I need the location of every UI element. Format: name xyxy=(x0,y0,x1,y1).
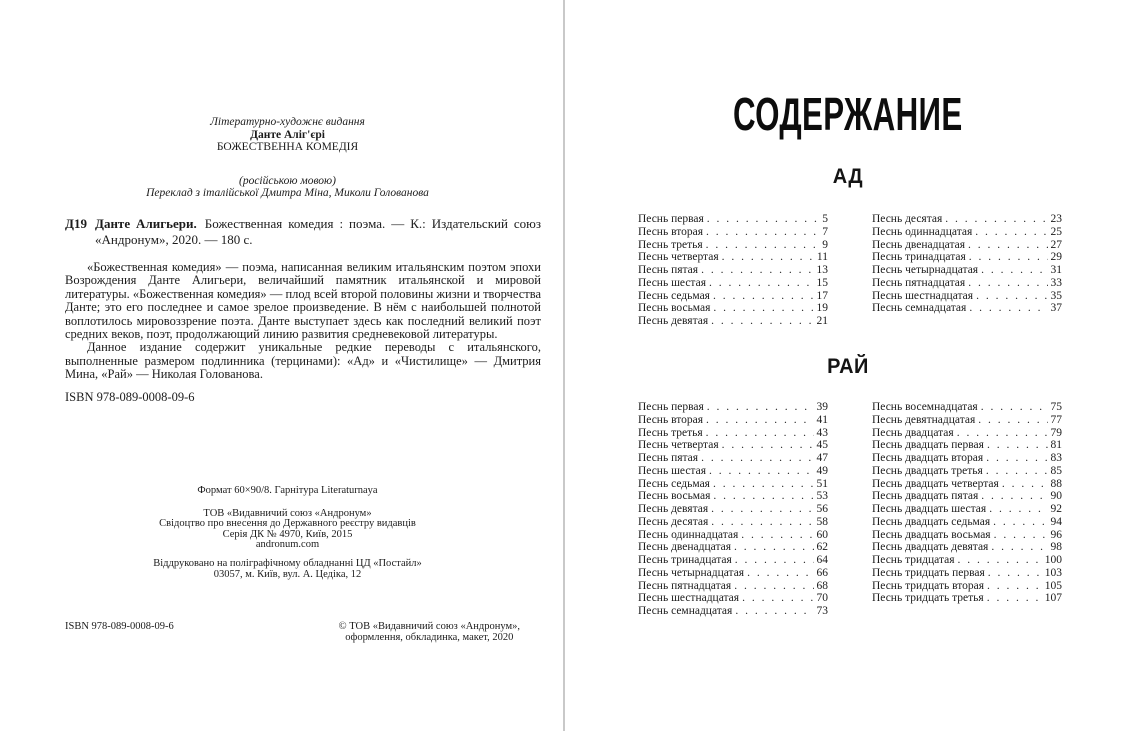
toc-entry-label: Песнь тринадцатая xyxy=(638,554,732,566)
toc-entry-label: Песнь тридцатая xyxy=(872,554,955,566)
toc-title-wrap xyxy=(565,88,1130,140)
toc-row xyxy=(872,414,1062,427)
toc-entry-page: 68 xyxy=(816,579,828,592)
toc-row xyxy=(638,315,828,328)
dot-leader xyxy=(976,290,1047,303)
edition-translation-note: Переклад з італійської Дмитра Міна, Миколи Голованова xyxy=(146,187,429,199)
dot-leader xyxy=(735,605,813,618)
dot-leader xyxy=(987,580,1042,593)
toc-row xyxy=(872,554,1062,567)
toc-entry-label: Песнь вторая xyxy=(638,413,703,426)
toc-entry-label: Песнь двадцать первая xyxy=(872,439,984,452)
toc-entry-page: 49 xyxy=(816,464,828,477)
toc-row xyxy=(638,478,828,491)
dot-leader xyxy=(711,516,813,529)
toc-row xyxy=(872,490,1062,503)
dot-leader xyxy=(722,251,814,264)
toc-entry-page: 21 xyxy=(816,315,828,327)
page-footer xyxy=(65,621,520,643)
toc-entry-label: Песнь тридцать третья xyxy=(872,592,984,605)
toc-row xyxy=(638,264,828,277)
edition-author: Данте Аліг'єрі xyxy=(250,128,325,141)
toc-entry-page: 105 xyxy=(1044,579,1062,592)
toc-entry-page: 15 xyxy=(816,276,828,289)
toc-row xyxy=(872,277,1062,290)
toc-entry-label: Песнь двадцатая xyxy=(872,426,954,439)
dot-leader xyxy=(958,554,1042,567)
toc-entry-page: 79 xyxy=(1050,426,1062,439)
dot-leader xyxy=(975,226,1047,239)
toc-entry-page: 64 xyxy=(816,554,828,566)
section-heading-ad-wrap xyxy=(565,166,1130,188)
toc-entry-page: 33 xyxy=(1050,276,1062,289)
toc-row xyxy=(872,529,1062,542)
edition-series-note: Літературно-художнє видання xyxy=(210,116,365,128)
toc-entry-page: 90 xyxy=(1050,490,1062,503)
toc-entry-page: 25 xyxy=(1050,225,1062,238)
edition-title: БОЖЕСТВЕННА КОМЕДІЯ xyxy=(216,141,359,153)
copyright-page xyxy=(0,0,563,731)
toc-entry-page: 41 xyxy=(816,413,828,426)
dot-leader xyxy=(957,427,1048,440)
toc-row xyxy=(638,541,828,554)
toc-entry-label: Песнь восьмая xyxy=(638,302,711,315)
toc-entry-page: 35 xyxy=(1050,289,1062,302)
toc-entry-page: 7 xyxy=(822,225,828,238)
section-heading-ad: АД xyxy=(832,165,863,188)
toc-row xyxy=(872,239,1062,252)
toc-entry-page: 85 xyxy=(1050,464,1062,477)
toc-row xyxy=(638,503,828,516)
toc-entry-page: 100 xyxy=(1044,554,1062,566)
dot-leader xyxy=(991,541,1047,554)
footer-copyright-line-2: оформлення, обкладинка, макет, 2020 xyxy=(345,632,514,643)
dot-leader xyxy=(701,452,813,465)
section-heading-rai-wrap xyxy=(565,356,1130,378)
dot-leader xyxy=(713,490,813,503)
toc-entry-label: Песнь восьмая xyxy=(638,490,711,503)
dot-leader xyxy=(986,465,1048,478)
toc-entry-label: Песнь двадцать четвертая xyxy=(872,477,999,490)
toc-entry-page: 9 xyxy=(822,238,828,251)
toc-row xyxy=(872,541,1062,554)
dot-leader xyxy=(747,567,813,580)
dot-leader xyxy=(994,529,1048,542)
edition-language-note: (російською мовою) xyxy=(238,174,336,187)
toc-row xyxy=(638,277,828,290)
toc-entry-page: 62 xyxy=(816,541,828,554)
dot-leader xyxy=(713,478,814,491)
toc-entry-page: 53 xyxy=(816,490,828,503)
imprint-series: Серія ДК № 4970, Київ, 2015 xyxy=(222,528,353,540)
toc-entry-page: 94 xyxy=(1050,515,1062,528)
toc-entry-label: Песнь тринадцатая xyxy=(872,251,966,264)
toc-entry-page: 45 xyxy=(816,439,828,452)
toc-entry-label: Песнь двадцать вторая xyxy=(872,452,984,464)
toc-entry-label: Песнь четырнадцатая xyxy=(638,566,745,579)
toc-row xyxy=(872,251,1062,264)
dot-leader xyxy=(981,401,1048,414)
dot-leader xyxy=(735,554,814,567)
annotation-paragraph-1: «Божественная комедия» — поэма, написанная великим итальянским поэтом эпохи Возрождения Данте Алигьери, величайший памятник итальянской и мировой литературы. «Божественная комедия» — плод всей второй половины жизни и творчества Данте; это его последнее и самое зрелое произведение. В нём с наибольшей полнотой воплотилось мировоззрение поэта. Данте выступает здесь как последний великий поэт средних веков, поэт, продолжающий линию развития средневековой литературы. xyxy=(65,260,541,342)
toc-entry-label: Песнь тридцать вторая xyxy=(872,579,985,592)
toc-entry-label: Песнь двадцать шестая xyxy=(872,503,987,515)
toc-row xyxy=(638,592,828,605)
toc-row xyxy=(638,239,828,252)
imprint-address: 03057, м. Київ, вул. А. Цедіка, 12 xyxy=(213,568,362,580)
toc-entry-label: Песнь шестнадцатая xyxy=(638,592,740,605)
dot-leader xyxy=(706,427,814,440)
toc-row xyxy=(638,290,828,303)
toc-entry-label: Песнь седьмая xyxy=(638,289,710,302)
dot-leader xyxy=(968,277,1047,290)
toc-row xyxy=(638,465,828,478)
toc-entry-page: 103 xyxy=(1044,566,1062,579)
toc-row xyxy=(638,567,828,580)
dot-leader xyxy=(1002,478,1048,491)
annotation-paragraph-2: Данное издание содержит уникальные редкие переводы с итальянского, выполненные размером подлинника (терцинами): «Ад» и «Чистилище» — Дмитрия Мина, «Рай» — Николая Голованова. xyxy=(65,340,541,382)
toc-entry-label: Песнь пятнадцатая xyxy=(638,579,732,592)
toc-row xyxy=(638,554,828,567)
toc-row xyxy=(872,452,1062,465)
catalog-code: Д19 xyxy=(65,216,87,231)
toc-entry-page: 27 xyxy=(1050,238,1062,251)
dot-leader xyxy=(734,580,813,593)
toc-entry-label: Песнь седьмая xyxy=(638,477,710,490)
toc-entry-page: 92 xyxy=(1050,503,1062,515)
dot-leader xyxy=(945,213,1047,226)
toc-row xyxy=(872,213,1062,226)
toc-entry-label: Песнь пятая xyxy=(638,264,699,276)
dot-leader xyxy=(981,490,1047,503)
dot-leader xyxy=(969,251,1048,264)
imprint-publisher: ТОВ «Видавничий союз «Андронум» xyxy=(203,507,372,519)
dot-leader xyxy=(706,226,819,239)
section-heading-rai: РАЙ xyxy=(826,355,869,378)
dot-leader xyxy=(706,239,820,252)
toc-entry-page: 23 xyxy=(1050,213,1062,225)
toc-row xyxy=(872,580,1062,593)
toc-row xyxy=(872,427,1062,440)
dot-leader xyxy=(706,414,814,427)
toc-entry-page: 83 xyxy=(1050,452,1062,464)
toc-row xyxy=(872,290,1062,303)
toc-entry-page: 96 xyxy=(1050,528,1062,541)
toc-row xyxy=(638,605,828,618)
toc-entry-page: 58 xyxy=(816,515,828,528)
toc-entry-label: Песнь тридцать первая xyxy=(872,566,985,579)
dot-leader xyxy=(987,592,1042,605)
isbn-line: ISBN 978-089-0008-09-6 xyxy=(65,390,195,404)
dot-leader xyxy=(707,401,814,414)
toc-entry-label: Песнь девятнадцатая xyxy=(872,413,976,426)
dot-leader xyxy=(968,239,1047,252)
toc-entry-label: Песнь двадцать пятая xyxy=(872,490,979,503)
toc-entry-label: Песнь шестая xyxy=(638,276,706,289)
toc-entry-label: Песнь десятая xyxy=(872,213,943,225)
dot-leader xyxy=(734,541,813,554)
toc-entry-page: 75 xyxy=(1050,401,1062,413)
toc-entry-label: Песнь первая xyxy=(638,401,704,413)
toc-entry-page: 47 xyxy=(816,452,828,464)
dot-leader xyxy=(709,465,814,478)
toc-row xyxy=(638,401,828,414)
dot-leader xyxy=(988,567,1042,580)
imprint-website: andronum.com xyxy=(255,539,320,551)
toc-entry-label: Песнь двадцать седьмая xyxy=(872,515,991,528)
toc-row xyxy=(638,452,828,465)
toc-entry-page: 77 xyxy=(1050,413,1062,426)
toc-column-rai-left xyxy=(638,401,828,618)
dot-leader xyxy=(742,592,813,605)
imprint-format: Формат 60×90/8. Гарнітура Literaturnaya xyxy=(197,485,378,496)
toc-entry-label: Песнь двадцать девятая xyxy=(872,541,989,554)
dot-leader xyxy=(978,414,1047,427)
toc-row xyxy=(638,516,828,529)
toc-row xyxy=(638,213,828,226)
dot-leader xyxy=(711,503,813,516)
imprint-certificate: Свідоцтво про внесення до Державного реєстру видавців xyxy=(159,518,416,530)
toc-entry-page: 37 xyxy=(1050,302,1062,315)
toc-entry-page: 60 xyxy=(816,528,828,541)
toc-entry-label: Песнь четырнадцатая xyxy=(872,264,979,276)
dot-leader xyxy=(987,439,1048,452)
toc-entry-page: 56 xyxy=(816,503,828,515)
toc-entry-label: Песнь шестая xyxy=(638,464,706,477)
toc-row xyxy=(872,264,1062,277)
dot-leader xyxy=(986,452,1047,465)
toc-row xyxy=(872,503,1062,516)
toc-entry-page: 31 xyxy=(1050,264,1062,276)
toc-title: СОДЕРЖАНИЕ xyxy=(732,88,963,140)
toc-entry-page: 43 xyxy=(816,426,828,439)
toc-entry-page: 19 xyxy=(816,302,828,315)
dot-leader xyxy=(993,516,1047,529)
toc-row xyxy=(872,465,1062,478)
dot-leader xyxy=(722,439,814,452)
toc-entry-label: Песнь семнадцатая xyxy=(872,302,967,315)
toc-entry-page: 88 xyxy=(1050,477,1062,490)
toc-row xyxy=(638,439,828,452)
toc-entry-label: Песнь семнадцатая xyxy=(638,605,733,617)
toc-entry-label: Песнь одиннадцатая xyxy=(872,225,973,238)
toc-entry-label: Песнь восемнадцатая xyxy=(872,401,978,413)
toc-entry-label: Песнь четвертая xyxy=(638,439,719,452)
toc-row xyxy=(638,580,828,593)
toc-row xyxy=(638,251,828,264)
toc-row xyxy=(638,427,828,440)
imprint-block xyxy=(55,486,520,580)
catalog-text xyxy=(95,216,541,247)
footer-isbn: ISBN 978-089-0008-09-6 xyxy=(65,621,174,632)
toc-entry-page: 66 xyxy=(816,566,828,579)
toc-row xyxy=(872,401,1062,414)
toc-row xyxy=(638,226,828,239)
toc-row xyxy=(638,414,828,427)
toc-column-ad-left xyxy=(638,213,828,328)
annotation xyxy=(65,261,541,382)
toc-row xyxy=(872,226,1062,239)
edition-block xyxy=(55,116,520,200)
toc-entry-page: 17 xyxy=(816,289,828,302)
dot-leader xyxy=(711,315,813,328)
imprint-printed-at: Віддруковано на поліграфічному обладнанні ЦД «Постайл» xyxy=(153,557,422,569)
toc-row xyxy=(872,567,1062,580)
contents-page xyxy=(565,0,1130,731)
toc-row xyxy=(872,478,1062,491)
toc-section-rai xyxy=(638,401,1062,618)
toc-entry-page: 81 xyxy=(1050,439,1062,452)
dot-leader xyxy=(981,264,1047,277)
toc-entry-page: 98 xyxy=(1050,541,1062,554)
toc-entry-page: 73 xyxy=(816,605,828,617)
toc-entry-label: Песнь двенадцатая xyxy=(872,238,966,251)
toc-entry-page: 13 xyxy=(816,264,828,276)
toc-row xyxy=(872,516,1062,529)
toc-entry-page: 11 xyxy=(816,251,828,264)
toc-row xyxy=(872,592,1062,605)
dot-leader xyxy=(713,302,813,315)
dot-leader xyxy=(701,264,813,277)
catalog-entry xyxy=(65,216,541,247)
toc-entry-label: Песнь девятая xyxy=(638,503,709,515)
toc-entry-label: Песнь двенадцатая xyxy=(638,541,732,554)
toc-row xyxy=(638,490,828,503)
toc-entry-label: Песнь пятнадцатая xyxy=(872,276,966,289)
toc-entry-label: Песнь четвертая xyxy=(638,251,719,264)
toc-entry-page: 39 xyxy=(816,401,828,413)
toc-entry-label: Песнь одиннадцатая xyxy=(638,528,739,541)
toc-entry-label: Песнь третья xyxy=(638,238,703,251)
toc-column-rai-right xyxy=(872,401,1062,618)
toc-entry-page: 5 xyxy=(822,213,828,225)
toc-entry-label: Песнь десятая xyxy=(638,515,709,528)
toc-column-ad-right xyxy=(872,213,1062,328)
toc-entry-label: Песнь двадцать восьмая xyxy=(872,528,991,541)
toc-entry-label: Песнь девятая xyxy=(638,315,709,327)
dot-leader xyxy=(989,503,1047,516)
toc-entry-page: 51 xyxy=(816,477,828,490)
dot-leader xyxy=(709,277,814,290)
toc-row xyxy=(638,302,828,315)
toc-entry-label: Песнь пятая xyxy=(638,452,699,464)
footer-copyright-line-1: © ТОВ «Видавничий союз «Андронум», xyxy=(338,621,520,632)
toc-entry-page: 70 xyxy=(816,592,828,605)
toc-entry-label: Песнь первая xyxy=(638,213,704,225)
toc-row xyxy=(872,302,1062,315)
toc-row xyxy=(638,529,828,542)
catalog-description: Божественная комедия : поэма. — К.: Издательский союз «Андронум», 2020. — 180 с. xyxy=(95,216,542,247)
toc-entry-label: Песнь шестнадцатая xyxy=(872,289,974,302)
dot-leader xyxy=(969,302,1047,315)
toc-row xyxy=(872,439,1062,452)
dot-leader xyxy=(713,290,814,303)
dot-leader xyxy=(707,213,819,226)
catalog-author: Данте Алигьери. xyxy=(95,216,197,231)
toc-entry-label: Песнь двадцать третья xyxy=(872,464,983,477)
toc-entry-label: Песнь вторая xyxy=(638,225,703,238)
dot-leader xyxy=(741,529,813,542)
footer-copyright xyxy=(339,621,520,643)
toc-entry-page: 29 xyxy=(1050,251,1062,264)
toc-entry-label: Песнь третья xyxy=(638,426,703,439)
toc-entry-page: 107 xyxy=(1044,592,1062,605)
toc-section-ad xyxy=(638,213,1062,328)
